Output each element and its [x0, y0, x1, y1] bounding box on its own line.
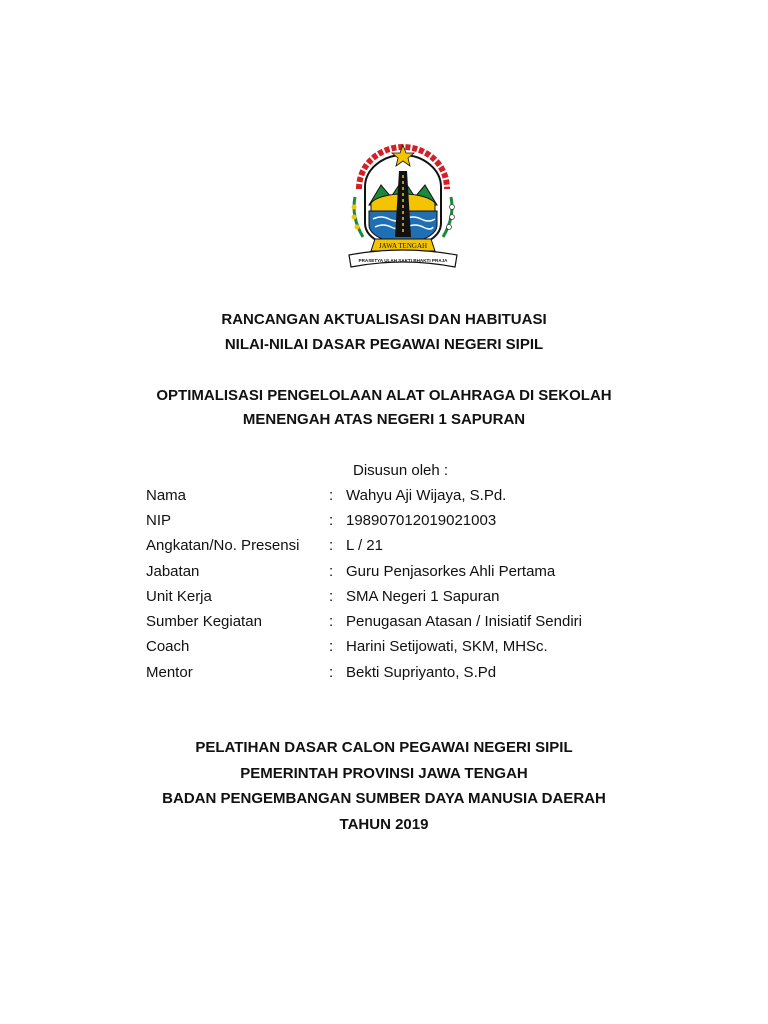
info-label: Nama	[146, 487, 187, 504]
info-value: Bekti Supriyanto, S.Pd	[346, 664, 497, 681]
info-colon: :	[329, 588, 334, 605]
prepared-by-label: Disusun oleh :	[353, 462, 449, 479]
info-value: Wahyu Aji Wijaya, S.Pd.	[346, 487, 507, 504]
info-row-nama	[146, 487, 646, 507]
document-subtitle-line-2: MENENGAH ATAS NEGERI 1 SAPURAN	[242, 411, 526, 428]
footer-line-3: BADAN PENGEMBANGAN SUMBER DAYA MANUSIA DAERAH	[162, 790, 606, 807]
info-value: Guru Penjasorkes Ahli Pertama	[346, 563, 556, 580]
info-label: Unit Kerja	[146, 588, 212, 605]
info-colon: :	[329, 613, 334, 630]
info-row-sumber-kegiatan	[146, 613, 646, 633]
document-title-line-2: NILAI-NILAI DASAR PEGAWAI NEGERI SIPIL	[224, 336, 544, 353]
info-value: Harini Setijowati, SKM, MHSc.	[346, 638, 548, 655]
svg-text:PRASETYA ULAH SAKTI BHAKTI PRA: PRASETYA ULAH SAKTI BHAKTI PRAJA	[358, 258, 448, 263]
info-label: Jabatan	[146, 563, 200, 580]
info-colon: :	[329, 664, 334, 681]
info-row-unit-kerja	[146, 588, 646, 608]
document-title-line-1: RANCANGAN AKTUALISASI DAN HABITUASI	[221, 311, 547, 328]
footer-line-4: TAHUN 2019	[339, 816, 429, 833]
footer-line-2: PEMERINTAH PROVINSI JAWA TENGAH	[240, 765, 528, 782]
info-label: Coach	[146, 638, 190, 655]
info-colon: :	[329, 563, 334, 580]
svg-text:JAWA TENGAH: JAWA TENGAH	[378, 242, 428, 250]
info-label: Angkatan/No. Presensi	[146, 537, 300, 554]
info-colon: :	[329, 537, 334, 554]
info-value: 198907012019021003	[346, 512, 497, 529]
info-colon: :	[329, 638, 334, 655]
info-row-mentor	[146, 664, 646, 684]
info-row-angkatan	[146, 537, 646, 557]
info-row-jabatan	[146, 563, 646, 583]
document-subtitle-line-1: OPTIMALISASI PENGELOLAAN ALAT OLAHRAGA DI SEKOLAH	[156, 387, 612, 404]
info-value: L / 21	[346, 537, 383, 554]
info-colon: :	[329, 512, 334, 529]
info-colon: :	[329, 487, 334, 504]
jawa-tengah-emblem-icon	[341, 141, 465, 273]
info-row-nip	[146, 512, 646, 532]
info-label: Mentor	[146, 664, 193, 681]
info-value: Penugasan Atasan / Inisiatif Sendiri	[346, 613, 582, 630]
info-value: SMA Negeri 1 Sapuran	[346, 588, 500, 605]
info-label: Sumber Kegiatan	[146, 613, 262, 630]
info-row-coach	[146, 638, 646, 658]
info-label: NIP	[146, 512, 172, 529]
footer-line-1: PELATIHAN DASAR CALON PEGAWAI NEGERI SIPIL	[195, 739, 573, 756]
